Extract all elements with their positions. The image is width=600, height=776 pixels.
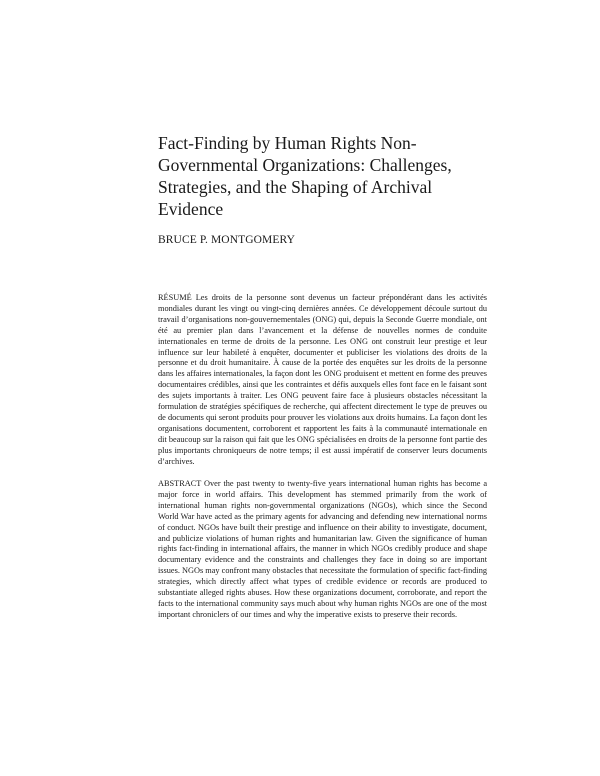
abstract-label: ABSTRACT — [158, 479, 202, 488]
author-name: BRUCE P. MONTGOMERY — [158, 234, 296, 246]
resume-paragraph — [158, 293, 487, 468]
abstract-paragraph — [158, 479, 487, 621]
resume-label: RÉSUMÉ — [158, 293, 192, 302]
article-title: Fact-Finding by Human Rights Non- Governmental Organizations: Challenges, Strategies, and the Shaping of Archival Evidence — [158, 133, 452, 219]
resume-text: Les droits de la personne sont devenus un facteur prépondérant dans les activités mondiales durant les vingt ou vingt-cinq dernières années. Ce développement découle surtout du travail d’organisations non-gouvernementales (ONG) qui, depuis la Seconde Guerre mondiale, ont été au premier plan dans l’avancement et la défense de nouvelles normes de conduite internationales en terme de droits de la personne. Les ONG ont construit leur prestige et leur influence sur leur habileté à enquêter, documenter et publiciser les violations des droits de la personne et du droit humanitaire. À cause de la portée des enquêtes sur les droits de la personne dans les affaires internationales, la façon dont les ONG produisent et mettent en forme des preuves documentaires crédibles, ainsi que les contraintes et défis auxquels elles font face en le faisant sont des sujets importants à traiter. Les ONG peuvent faire face à plusieurs obstacles nécessitant la formulation de stratégies spécifiques de recherche, qui affectent directement le type de preuves ou de documents qui seront produits pour prouver les violations aux droits humains. La façon dont les organisations documentent, corroborent et rapportent les faits à la communauté internationale en dit beaucoup sur la raison qui fait que les ONG spécialisées en droits de la personne font partie des plus importants chroniqueurs de notre temps; il est aussi impératif de conserver leurs documents d’archives. — [158, 293, 487, 466]
abstract-text: Over the past twenty to twenty-five years international human rights has become a major force in world affairs. This development has stemmed primarily from the work of international human rights non-governmental organizations (NGOs), which since the Second World War have acted as the primary agents for advancing and defending new international norms of conduct. NGOs have built their prestige and influence on their ability to investigate, document, and publicize violations of human rights and humanitarian law. Given the significance of human rights fact-finding in international affairs, the manner in which NGOs credibly produce and shape documentary evidence and the constraints and challenges they face in doing so are important issues. NGOs may confront many obstacles that necessitate the formulation of specific fact-finding strategies, which directly affect what types of credible evidence or records are produced to substantiate alleged rights abuses. How these organizations document, corroborate, and report the facts to the international community says much about why human rights NGOs are one of the most important chroniclers of our times and why the imperative exists to preserve their records. — [158, 479, 488, 619]
